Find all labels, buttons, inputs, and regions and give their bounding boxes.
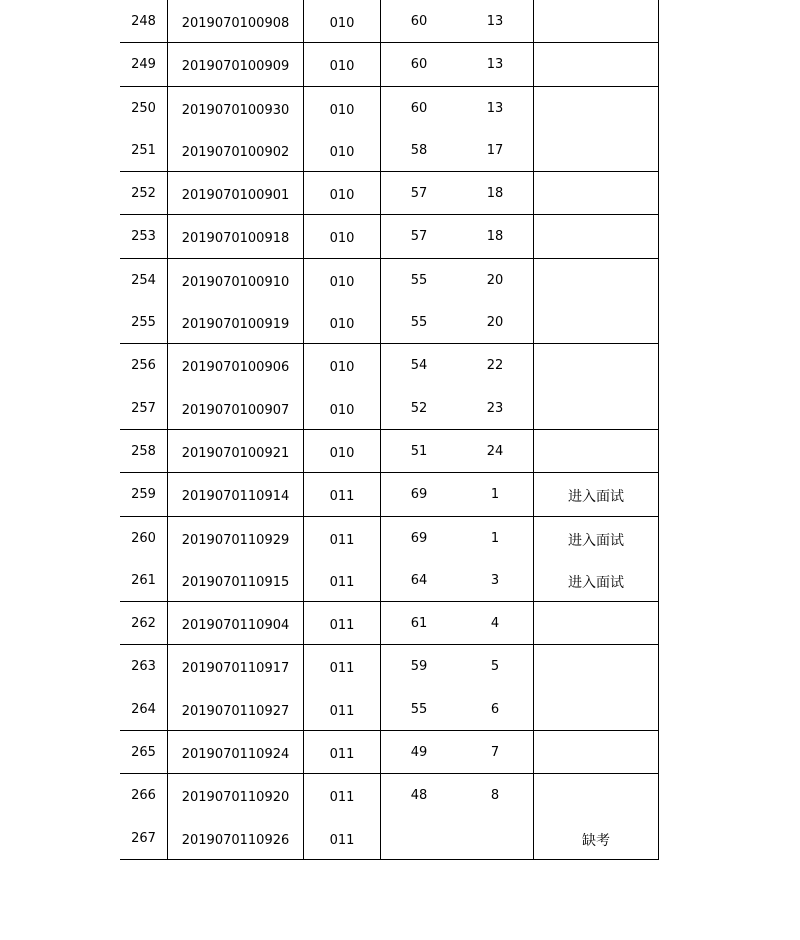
table-row [120,301,659,344]
row-number: 263 [120,645,168,688]
rank: 4 [457,602,534,645]
rank: 1 [457,516,534,559]
remark: 缺考 [534,817,659,860]
score: 52 [381,387,458,430]
score: 60 [381,43,458,86]
position-code: 011 [304,645,381,688]
remark [534,172,659,215]
score [381,817,458,860]
row-number: 255 [131,315,156,331]
row-number: 250 [120,86,168,129]
remark [534,731,659,774]
rank: 6 [490,701,500,717]
table-row [120,516,659,559]
table-row [120,817,659,860]
score: 54 [381,344,458,387]
rank: 18 [457,172,534,215]
position-code: 010 [304,0,381,43]
row-number: 264 [131,701,156,717]
rank: 3 [490,572,500,588]
position-code: 010 [304,387,381,430]
rank: 20 [457,258,534,301]
table-row [120,429,659,472]
exam-id: 2019070100901 [168,172,304,215]
row-number: 258 [120,429,168,472]
row-number: 259 [120,473,168,516]
remark: 进入面试 [534,473,659,516]
table-row [120,172,659,215]
row-number: 256 [120,344,168,387]
table-row [120,645,659,688]
position-code: 010 [304,86,381,129]
position-code: 011 [304,516,381,559]
rank: 20 [486,315,504,331]
score-table-container [120,0,656,856]
exam-id: 2019070100930 [168,86,304,129]
exam-id: 2019070100910 [168,258,304,301]
exam-id: 2019070110904 [168,602,304,645]
rank: 5 [457,645,534,688]
rank: 18 [457,215,534,258]
rank: 8 [457,774,534,817]
table-row [120,86,659,129]
exam-id: 2019070100918 [168,215,304,258]
position-code: 010 [304,301,381,344]
table-row [120,602,659,645]
exam-id: 2019070100909 [168,43,304,86]
position-code: 011 [304,473,381,516]
row-number: 252 [120,172,168,215]
table-row [120,559,659,602]
exam-id: 2019070100907 [168,387,304,430]
row-number: 265 [120,731,168,774]
row-number: 253 [120,215,168,258]
rank: 17 [486,142,504,158]
score: 60 [381,86,458,129]
rank: 24 [457,429,534,472]
score: 55 [381,258,458,301]
exam-id: 2019070110914 [168,473,304,516]
score: 48 [381,774,458,817]
remark [534,602,659,645]
remark [534,86,659,129]
exam-id: 2019070100902 [168,129,304,172]
score: 55 [381,688,458,731]
table-row [120,129,659,172]
row-number: 257 [131,400,156,416]
table-row [120,0,659,43]
remark [534,0,659,43]
table-row [120,774,659,817]
position-code: 010 [304,172,381,215]
rank: 13 [457,43,534,86]
exam-id: 2019070100908 [168,0,304,43]
rank [457,817,534,860]
row-number: 260 [120,516,168,559]
row-number: 251 [131,142,156,158]
score: 49 [381,731,458,774]
remark [534,429,659,472]
position-code: 010 [304,258,381,301]
remark [534,215,659,258]
score: 55 [381,301,458,344]
exam-id: 2019070110926 [168,817,304,860]
exam-id: 2019070110929 [168,516,304,559]
remark: 进入面试 [534,559,659,602]
score: 59 [381,645,458,688]
remark [534,774,659,817]
rank: 7 [457,731,534,774]
exam-id: 2019070110915 [168,559,304,602]
row-number: 248 [131,14,156,29]
score: 58 [381,129,458,172]
exam-id: 2019070100921 [168,429,304,472]
score: 51 [381,429,458,472]
exam-id: 2019070100906 [168,344,304,387]
row-number: 261 [131,572,156,588]
exam-id: 2019070110917 [168,645,304,688]
remark [534,645,659,688]
exam-id: 2019070100919 [168,301,304,344]
exam-id: 2019070110924 [168,731,304,774]
row-number: 254 [120,258,168,301]
rank: 22 [457,344,534,387]
position-code: 010 [304,344,381,387]
position-code: 010 [304,429,381,472]
exam-id: 2019070110927 [168,688,304,731]
position-code: 011 [304,731,381,774]
remark [534,258,659,301]
rank: 1 [457,473,534,516]
score: 69 [381,473,458,516]
score: 64 [381,559,458,602]
rank: 13 [457,86,534,129]
table-row [120,688,659,731]
table-row [120,473,659,516]
score: 57 [381,215,458,258]
remark [534,301,659,344]
remark [534,43,659,86]
position-code: 011 [304,817,381,860]
score-table [120,0,659,860]
table-row [120,258,659,301]
table-row [120,344,659,387]
score: 69 [381,516,458,559]
rank: 13 [486,14,504,29]
remark [534,344,659,387]
remark: 进入面试 [534,516,659,559]
score: 57 [381,172,458,215]
position-code: 011 [304,559,381,602]
score: 61 [381,602,458,645]
position-code: 010 [304,43,381,86]
remark [534,688,659,731]
position-code: 011 [304,774,381,817]
row-number: 262 [120,602,168,645]
position-code: 011 [304,688,381,731]
position-code: 010 [304,215,381,258]
exam-id: 2019070110920 [168,774,304,817]
position-code: 010 [304,129,381,172]
remark [534,129,659,172]
row-number: 266 [120,774,168,817]
rank: 23 [486,400,504,416]
table-row [120,43,659,86]
position-code: 011 [304,602,381,645]
table-row [120,731,659,774]
score: 60 [381,0,458,43]
table-row [120,387,659,430]
row-number: 267 [120,817,168,860]
row-number: 249 [120,43,168,86]
remark [534,387,659,430]
table-row [120,215,659,258]
